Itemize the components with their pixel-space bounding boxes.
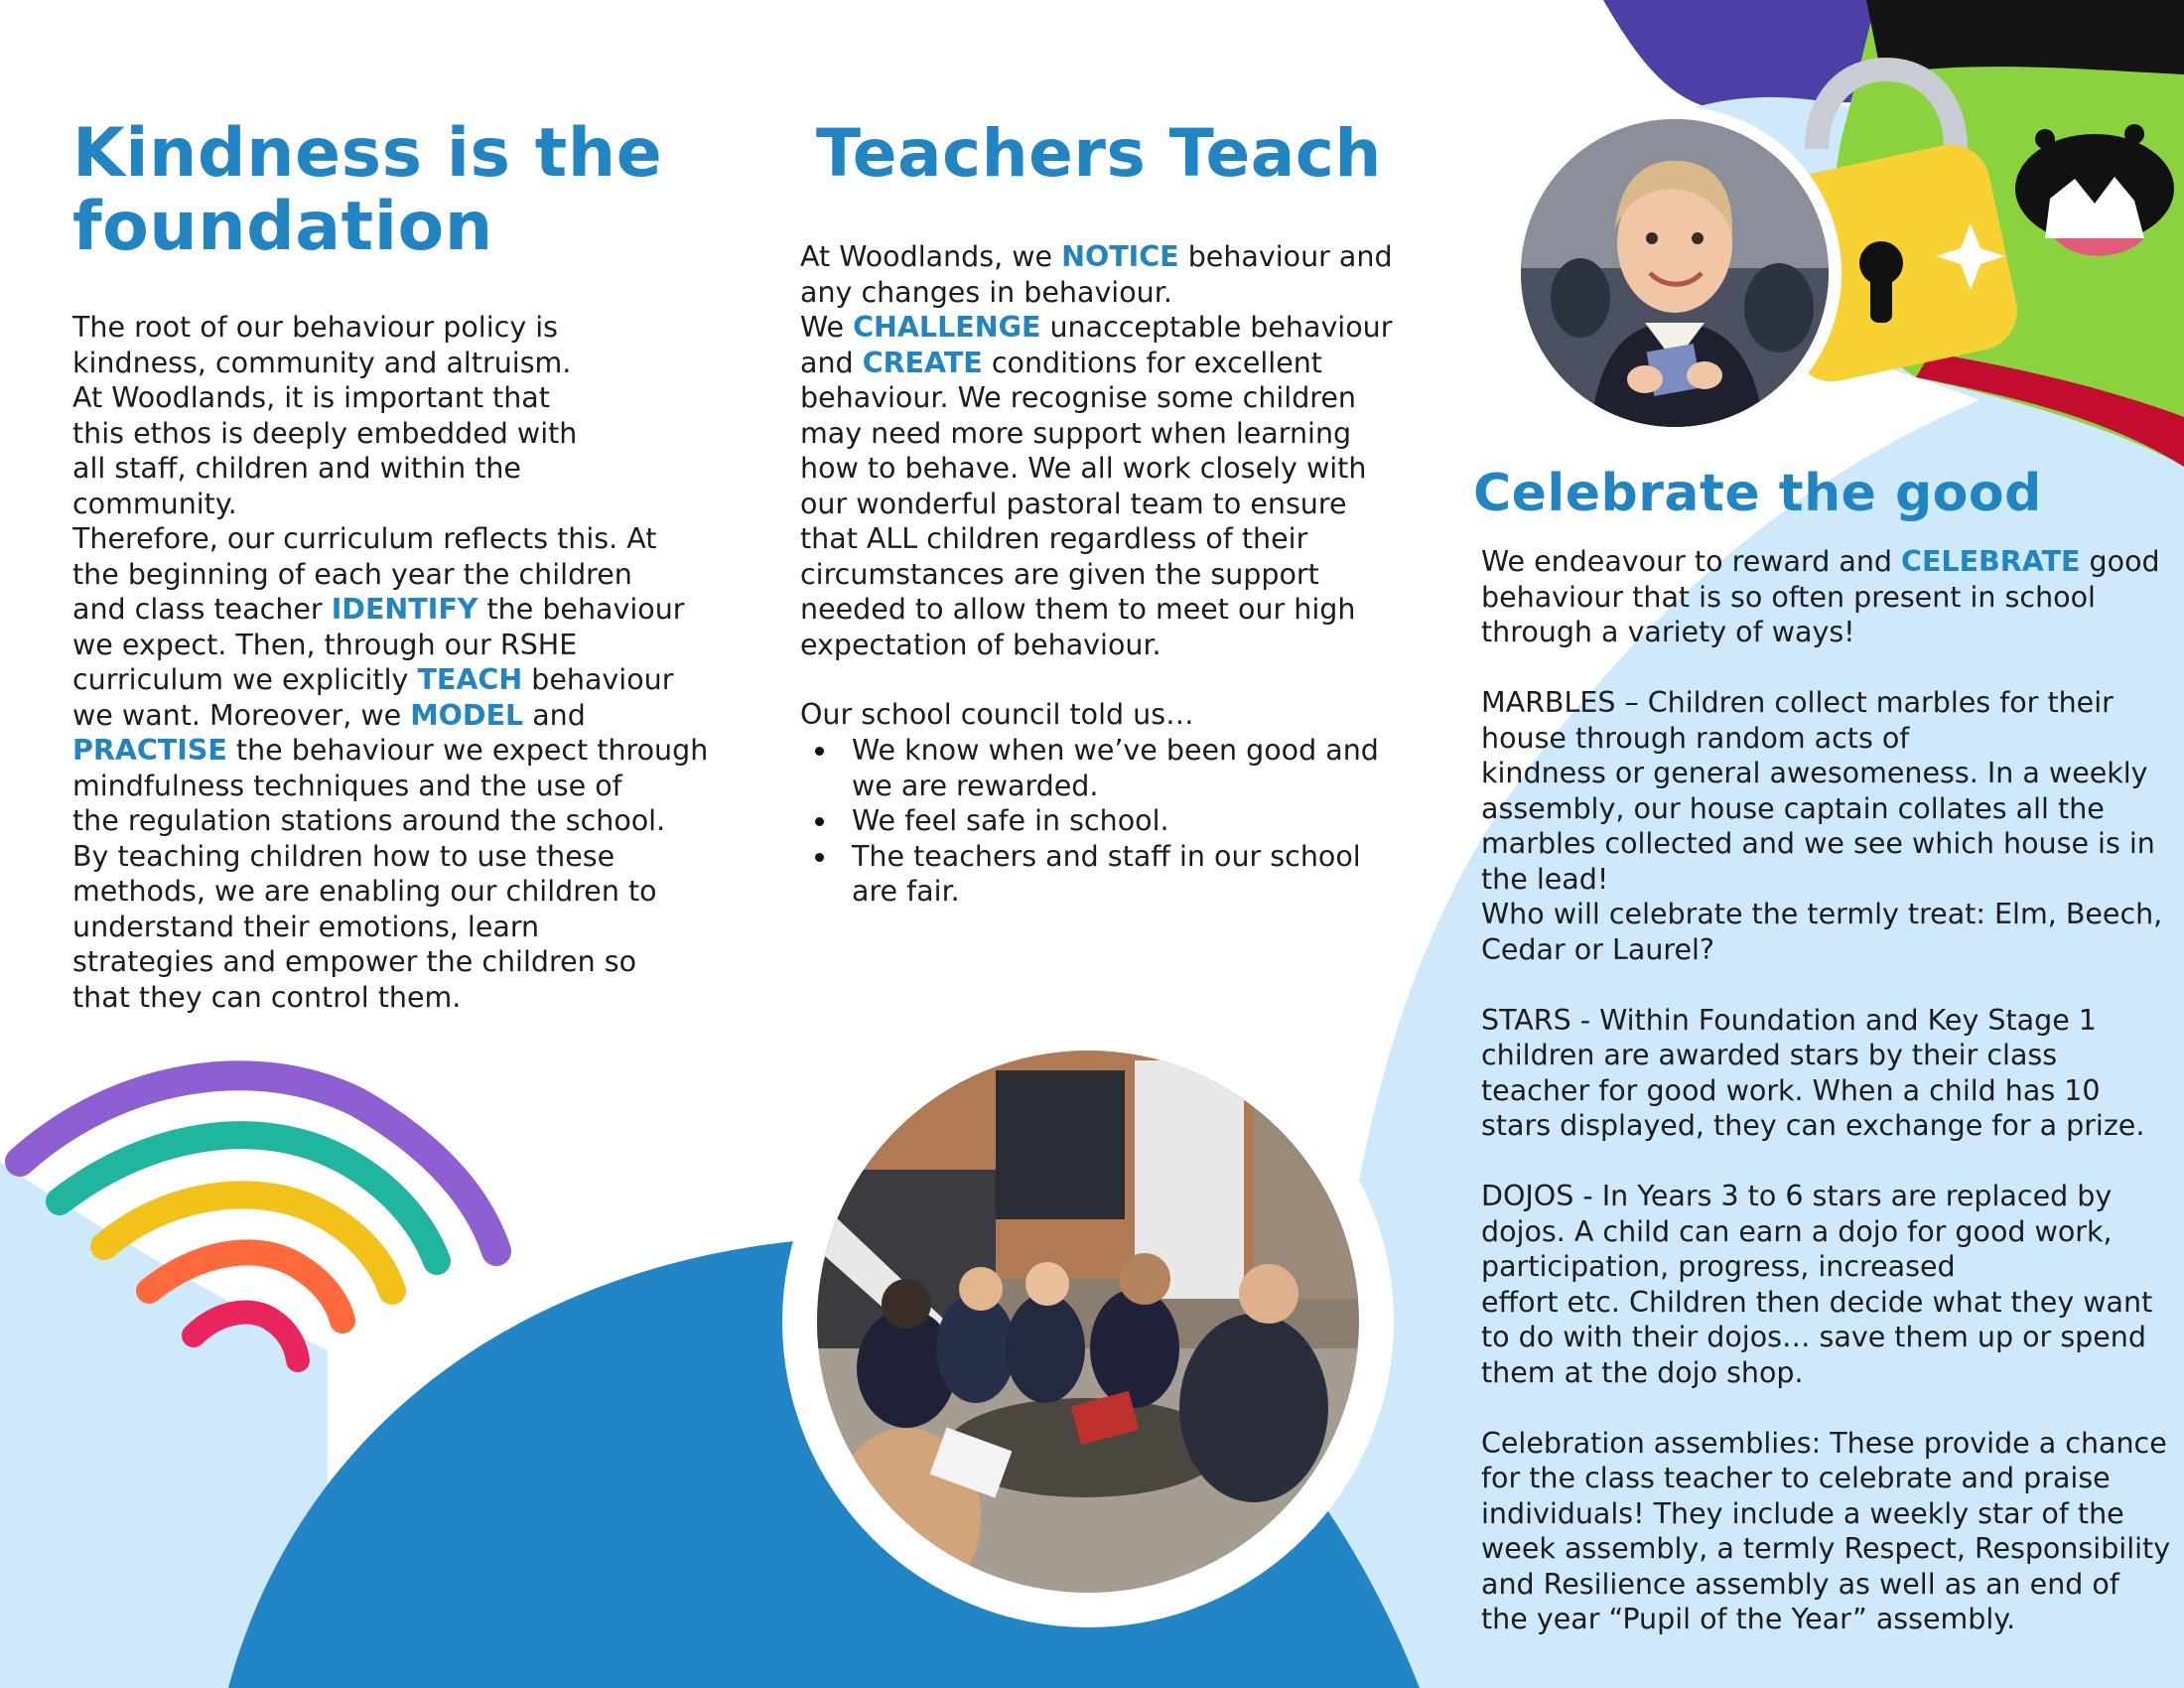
text-segment: needed to allow them to meet our high (800, 593, 1356, 626)
text-line (72, 733, 708, 769)
left-heading (72, 114, 663, 266)
council-bullet-item (800, 733, 1379, 803)
text-line (800, 521, 1393, 557)
text-segment: behaviour. We recognise some children (800, 381, 1356, 414)
text-line (800, 592, 1393, 628)
text-segment: the behaviour (478, 593, 685, 626)
text-segment: to do with their dojos… save them up or spend (1481, 1321, 2146, 1353)
text-segment: curriculum we explicitly (72, 663, 418, 696)
text-segment: all staff, children and within the (72, 452, 521, 485)
text-segment: behaviour that is so often present in school (1481, 580, 2096, 614)
middle-heading: Teachers Teach (816, 115, 1382, 192)
text-segment: stars displayed, they can exchange for a prize. (1481, 1109, 2145, 1142)
bullet-line: We know when we’ve been good and (852, 734, 1379, 767)
celebrate-paragraph (1481, 544, 2170, 650)
text-segment: behaviour and (1178, 240, 1393, 273)
text-line (1481, 1320, 2170, 1355)
keyword-highlight: CREATE (862, 346, 983, 379)
paragraph-gap (1481, 1144, 2170, 1180)
text-segment: the regulation stations around the school. (72, 804, 666, 837)
text-line (1481, 1285, 2170, 1321)
text-segment: behaviour (522, 663, 674, 696)
text-segment: conditions for excellent (982, 346, 1322, 379)
keyword-highlight: IDENTIFY (331, 593, 478, 626)
text-line (1481, 1567, 2170, 1603)
text-line (1481, 1531, 2170, 1567)
text-segment: the behaviour we expect through (226, 734, 709, 767)
text-line (72, 380, 708, 416)
text-line (72, 521, 708, 557)
bullet-line: we are rewarded. (852, 769, 1099, 802)
text-segment: strategies and empower the children so (72, 945, 637, 978)
left-heading-line-1: Kindness is the (72, 114, 663, 193)
bullet-line: We feel safe in school. (852, 804, 1169, 837)
text-segment: we expect. Then, through our RSHE (72, 628, 578, 661)
text-segment: Cedar or Laurel? (1481, 932, 1715, 966)
text-line (72, 346, 708, 381)
text-line (800, 557, 1393, 593)
text-line (72, 980, 708, 1016)
text-segment: understand their emotions, learn (72, 910, 540, 943)
text-line (1481, 1602, 2170, 1637)
celebrate-paragraph (1481, 1003, 2170, 1144)
text-segment: teacher for good work. When a child has 10 (1481, 1073, 2101, 1107)
group-photo (817, 1051, 1359, 1593)
bullet-line: are fair. (852, 875, 960, 908)
text-segment: any changes in behaviour. (800, 275, 1172, 309)
text-line (1481, 1003, 2170, 1039)
text-line (800, 275, 1393, 311)
text-segment: children are awarded stars by their class (1481, 1039, 2058, 1071)
text-line (1481, 1249, 2170, 1285)
text-line (72, 698, 708, 734)
text-line (72, 944, 708, 980)
text-segment: house through random acts of (1481, 721, 1910, 755)
text-segment: that ALL children regardless of their (800, 522, 1308, 555)
text-segment: methods, we are enabling our children to (72, 875, 657, 908)
text-segment: MARBLES – Children collect marbles for their (1481, 686, 2114, 719)
text-segment: good (2080, 545, 2160, 578)
text-segment: the beginning of each year the children (72, 557, 632, 591)
text-segment: may need more support when learning (800, 416, 1352, 450)
text-segment: this ethos is deeply embedded with (72, 416, 578, 450)
child-photo (1521, 119, 1829, 427)
text-segment: and Resilience assembly as well as an end of (1481, 1567, 2119, 1601)
text-line (1481, 756, 2170, 791)
text-line (1481, 1214, 2170, 1250)
text-line (1481, 1461, 2170, 1496)
text-segment: participation, progress, increased (1481, 1250, 1956, 1283)
text-line (1481, 721, 2170, 757)
text-segment: kindness, community and altruism. (72, 346, 572, 379)
text-segment: through a variety of ways! (1481, 616, 1855, 648)
text-line (800, 239, 1393, 275)
text-line (1481, 1179, 2170, 1214)
left-heading-line-2: foundation (72, 188, 493, 266)
text-segment: week assembly, a termly Respect, Responsibility (1481, 1532, 2171, 1565)
text-segment: We endeavour to reward and (1481, 545, 1902, 578)
text-segment: community. (72, 487, 237, 520)
text-segment: expectation of behaviour. (800, 628, 1161, 661)
text-line (1481, 1073, 2170, 1109)
text-line (72, 592, 708, 628)
text-line (72, 416, 708, 452)
text-segment: STARS - Within Foundation and Key Stage 1 (1481, 1003, 2097, 1037)
text-line (800, 416, 1393, 452)
paragraph-gap (1481, 650, 2170, 686)
text-segment: marbles collected and we see which house is in (1481, 827, 2155, 860)
celebrate-paragraph (1481, 1426, 2170, 1637)
text-line (72, 487, 708, 522)
text-line (800, 628, 1393, 663)
text-segment: and class teacher (72, 593, 332, 626)
celebrate-paragraph (1481, 1179, 2170, 1390)
text-segment: the year “Pupil of the Year” assembly. (1481, 1603, 2016, 1635)
text-line (1481, 1108, 2170, 1144)
text-segment: By teaching children how to use these (72, 839, 615, 873)
bullet-line: The teachers and staff in our school (852, 839, 1361, 873)
text-segment: our wonderful pastoral team to ensure (800, 487, 1347, 520)
text-line (1481, 685, 2170, 721)
text-segment: and (523, 698, 586, 732)
text-segment: how to behave. We all work closely with (800, 452, 1367, 485)
text-line (72, 839, 708, 875)
text-segment: the lead! (1481, 862, 1609, 896)
keyword-highlight: PRACTISE (72, 734, 227, 767)
text-line (1481, 897, 2170, 932)
text-line (1481, 615, 2170, 650)
paragraph-gap (1481, 967, 2170, 1003)
text-line (800, 346, 1393, 381)
text-line (72, 910, 708, 945)
text-segment: them at the dojo shop. (1481, 1355, 1804, 1389)
text-segment: mindfulness techniques and the use of (72, 769, 622, 802)
text-line (1481, 1038, 2170, 1073)
text-segment: we want. Moreover, we (72, 698, 411, 732)
text-line (800, 310, 1393, 346)
text-segment: At Woodlands, we (800, 240, 1062, 273)
text-segment: effort etc. Children then decide what they want (1481, 1285, 2153, 1319)
keyword-highlight: NOTICE (1061, 240, 1179, 273)
text-line (72, 628, 708, 663)
text-line (72, 803, 708, 839)
text-segment: and (800, 346, 863, 379)
text-line (1481, 544, 2170, 580)
text-segment: Therefore, our curriculum reflects this. At (72, 522, 657, 555)
paragraph-gap (1481, 1390, 2170, 1426)
keyword-highlight: CELEBRATE (1901, 545, 2081, 578)
text-line (800, 380, 1393, 416)
text-line (1481, 1496, 2170, 1532)
text-segment: that they can control them. (72, 980, 462, 1014)
text-line (72, 557, 708, 593)
text-segment: dojos. A child can earn a dojo for good work, (1481, 1214, 2113, 1248)
text-line (1481, 791, 2170, 827)
text-line (1481, 1355, 2170, 1391)
text-segment: kindness or general awesomeness. In a weekly (1481, 757, 2148, 789)
left-body-text (72, 310, 708, 1015)
text-segment: for the class teacher to celebrate and praise (1481, 1462, 2111, 1494)
text-line (72, 769, 708, 804)
council-bullet-item (800, 839, 1379, 910)
text-line (1481, 932, 2170, 968)
council-bullet-item (800, 803, 1379, 839)
text-line (72, 310, 708, 346)
text-line (72, 451, 708, 487)
text-segment: We (800, 311, 854, 344)
right-body-text (1481, 544, 2170, 1637)
text-line (1481, 1426, 2170, 1462)
text-segment: unacceptable behaviour (1040, 311, 1393, 344)
text-line (72, 662, 708, 698)
text-segment: At Woodlands, it is important that (72, 381, 550, 414)
text-line (800, 451, 1393, 487)
right-heading: Celebrate the good (1473, 464, 2042, 523)
council-bullet-list (800, 733, 1379, 910)
text-segment: The root of our behaviour policy is (72, 311, 559, 344)
text-line (72, 874, 708, 910)
text-segment: circumstances are given the support (800, 557, 1319, 591)
keyword-highlight: MODEL (410, 698, 524, 732)
text-segment: DOJOS - In Years 3 to 6 stars are replaced by (1481, 1180, 2113, 1212)
text-line (1481, 826, 2170, 862)
text-segment: assembly, our house captain collates all the (1481, 791, 2105, 825)
text-segment: individuals! They include a weekly star of the (1481, 1496, 2124, 1530)
keyword-highlight: TEACH (417, 663, 523, 696)
text-segment: Celebration assemblies: These provide a chance (1481, 1426, 2167, 1460)
middle-body-text (800, 239, 1393, 662)
text-segment: Who will celebrate the termly treat: Elm, Beech, (1481, 898, 2163, 930)
text-line (800, 487, 1393, 522)
text-line (1481, 580, 2170, 616)
keyword-highlight: CHALLENGE (853, 311, 1041, 344)
council-intro: Our school council told us… (800, 698, 1194, 731)
celebrate-paragraph (1481, 685, 2170, 967)
text-line (1481, 862, 2170, 898)
